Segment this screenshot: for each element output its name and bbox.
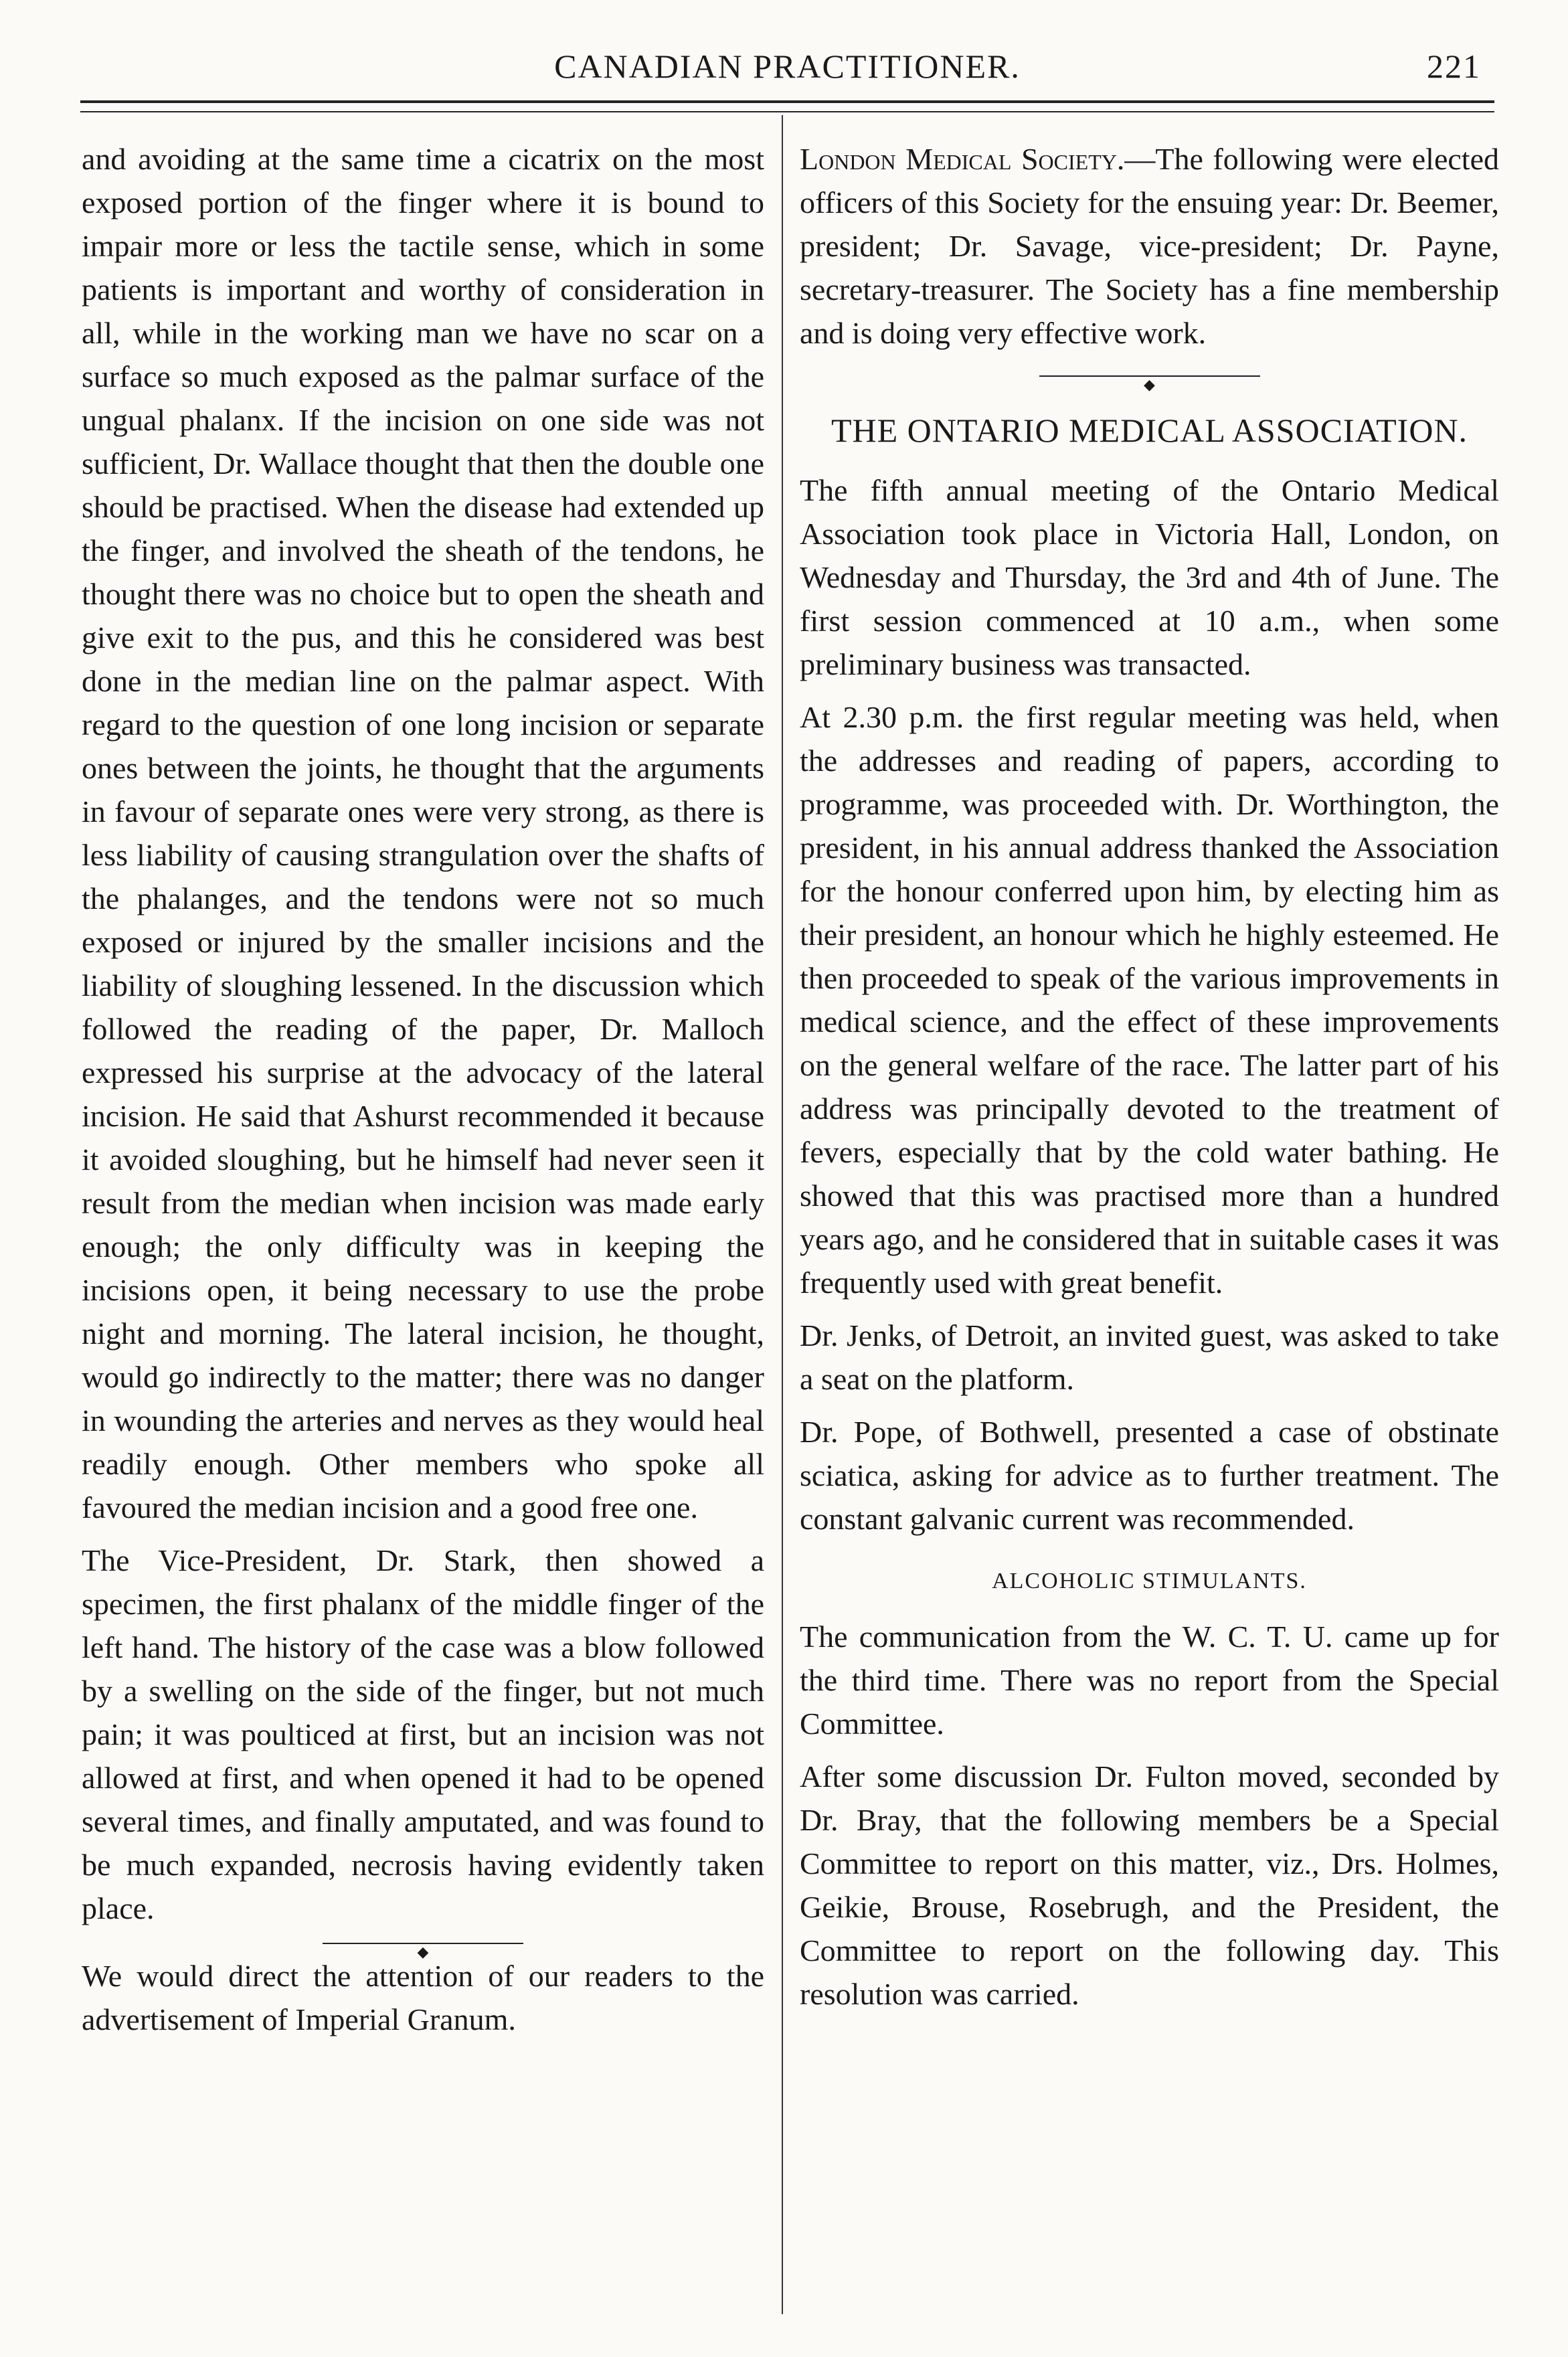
section-title: THE ONTARIO MEDICAL ASSOCIATION. (831, 412, 1468, 449)
right-column (800, 137, 1499, 2016)
header-rule-thick (80, 100, 1494, 103)
paragraph-london-society (800, 137, 1499, 355)
london-society-lead: London Medical Society. (800, 142, 1125, 176)
paragraph-stark-specimen: The Vice-President, Dr. Stark, then showed a specimen, the first phalanx of the middle finger of the left hand. The history of the case was a blow followed by a swelling on the side of the finger, but not much pain; it was poulticed at first, but an incision was not allowed at first, and when opened it had to be opened several times, and finally amputated, and was found to be much expanded, necrosis having evidently taken place. (82, 1543, 764, 1925)
header-rule-thin (80, 111, 1494, 112)
left-column (82, 137, 764, 2041)
paragraph-pope: Dr. Pope, of Bothwell, presented a case of obstinate sciatica, asking for advice as to further treatment. The constant galvanic current was recommended. (800, 1415, 1499, 1536)
paragraph-jenks: Dr. Jenks, of Detroit, an invited guest, was asked to take a seat on the platform. (800, 1318, 1499, 1396)
paragraph-fulton-motion: After some discussion Dr. Fulton moved, seconded by Dr. Bray, that the following members be a Special Committee to report on this matter, viz., Drs. Holmes, Geikie, Brouse, Rosebrugh, and the President, the Committee to report on the following day. This resolution was carried. (800, 1759, 1499, 2011)
paragraph-annual-meeting: The fifth annual meeting of the Ontario Medical Association took place in Victoria Hall, London, on Wednesday and Thursday, the 3rd and 4th of June. The first session commenced at 10 a.m., when some preliminary business was transacted. (800, 473, 1499, 681)
subheading-alcoholic-stimulants: ALCOHOLIC STIMULANTS. (992, 1569, 1307, 1593)
paragraph-wctu: The communication from the W. C. T. U. came up for the third time. There was no report from the Special Committee. (800, 1620, 1499, 1741)
running-header (80, 35, 1494, 95)
page-number: 221 (1427, 48, 1481, 85)
section-divider-ornament (323, 1937, 523, 1950)
journal-title: CANADIAN PRACTITIONER. (554, 48, 1021, 85)
paragraph-first-meeting: At 2.30 p.m. the first regular meeting was held, when the addresses and reading of papers, according to programme, was proceeded with. Dr. Worthington, the president, in his annual address thanked the Association for the honour conferred upon him, by electing him as their president, an honour which he highly esteemed. He then proceeded to speak of the various improvements in medical science, and the effect of these improvements on the general welfare of the race. The latter part of his address was principally devoted to the treatment of fevers, especially that by the cold water bathing. He showed that this was practised more than a hundred years ago, and he considered that in suitable cases it was frequently used with great benefit. (800, 700, 1499, 1300)
paragraph-imperial-granum: We would direct the attention of our readers to the advertisement of Imperial Granum. (82, 1959, 764, 2036)
paragraph-wallace-discussion: and avoiding at the same time a cicatrix on the most exposed portion of the finger where it is bound to impair more or less the tactile sense, which in some patients is important and worthy of consideration in all, while in the working man we have no scar on a surface so much exposed as the palmar surface of the ungual phalanx. If the incision on one side was not sufficient, Dr. Wallace thought that then the double one should be practised. When the disease had extended up the finger, and involved the sheath of the tendons, he thought there was no choice but to open the sheath and give exit to the pus, and this he considered was best done in the median line on the palmar aspect. With regard to the question of one long incision or separate ones between the joints, he thought that the arguments in favour of separate ones were very strong, as there is less liability of causing strangulation over the shafts of the phalanges, and the tendons were not so much exposed or injured by the smaller incisions and the liability of sloughing lessened. In the discussion which followed the reading of the paper, Dr. Malloch expressed his surprise at the advocacy of the lateral incision. He said that Ashurst recommended it because it avoided sloughing, but he himself had never seen it result from the median when incision was made early enough; the only difficulty was in keeping the incisions open, it being necessary to use the probe night and morning. The lateral incision, he thought, would go indirectly to the matter; there was no danger in wounding the arteries and nerves as they would heal readily enough. Other members who spoke all favoured the median incision and a good free one. (82, 142, 764, 1524)
column-divider (782, 115, 783, 2314)
section-divider-ornament (1039, 369, 1260, 383)
london-society-text: —The following were elected officers of this Society for the ensuing year: Dr. Beemer, president; Dr. Savage, vice-president; Dr. Payne, secretary-treasurer. The Society has a fine membership and is doing very effective work. (800, 142, 1499, 350)
